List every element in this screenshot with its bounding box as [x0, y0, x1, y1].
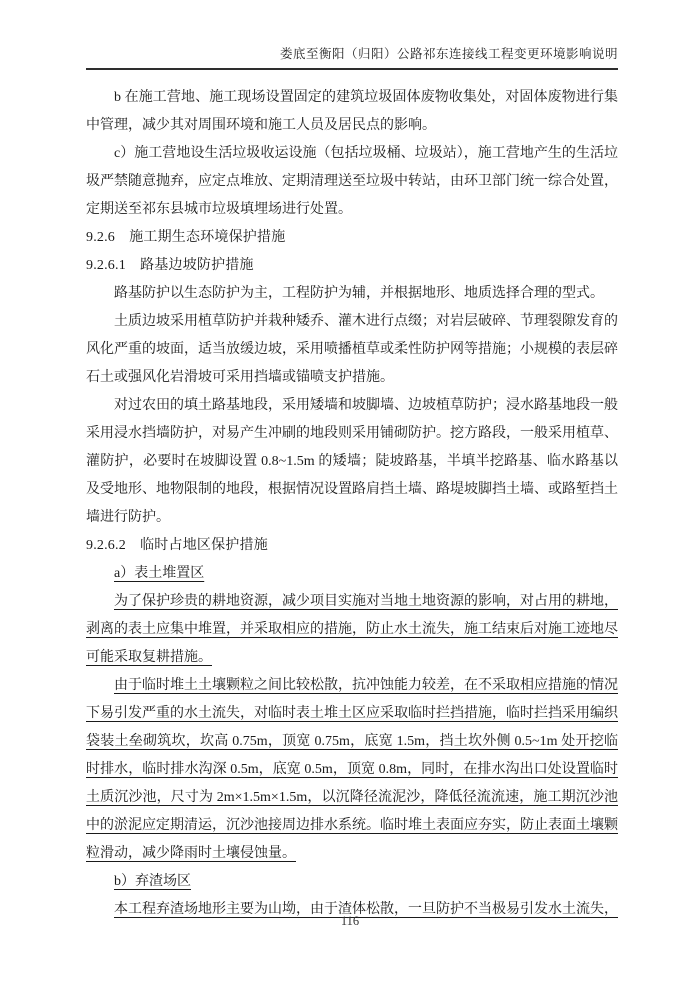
section-heading-9-2-6: 9.2.6 施工期生态环境保护措施: [86, 230, 286, 245]
paragraph-topsoil-protection: 为了保护珍贵的耕地资源，减少项目实施对当地土地资源的影响，对占用的耕地，剥离的表土应集中堆置，并采取相应的措施，防止水土流失，施工结束后对施工迹地尽可能采取复耕措施。: [86, 594, 618, 665]
paragraph-farmland-fill: 对过农田的填土路基地段，采用矮墙和坡脚墙、边坡植草防护；浸水路基地段一般采用浸水挡墙防护，对易产生冲刷的地段则采用铺砌防护。挖方路段，一般采用植草、灌防护，必要时在坡脚设置 0.8~1.5m 的矮墙；陡坡路基，半填半挖路基、临水路基以及受地形、地物限制的地段，根据情况设置路肩挡土墙、路堤坡脚挡土墙、或路堑挡土墙进行防护。: [86, 398, 618, 525]
page-number: 116: [340, 914, 360, 928]
subheading-spoil-area: b）弃渣场区: [114, 874, 191, 889]
running-header: 娄底至衡阳（归阳）公路祁东连接线工程变更环境影响说明: [86, 44, 618, 70]
paragraph-solid-waste-collection: b 在施工营地、施工现场设置固定的建筑垃圾固体废物收集处，对固体废物进行集中管理，减少其对周围环境和施工人员及居民点的影响。: [86, 90, 618, 133]
subheading-topsoil-area: a）表土堆置区: [114, 566, 205, 581]
paragraph-spoil-ground-terrain: 本工程弃渣场地形主要为山坳，由于渣体松散，一旦防护不当极易引发水土流失，: [114, 902, 618, 917]
paragraph-roadbed-protection: 路基防护以生态防护为主，工程防护为辅，并根据地形、地质选择合理的型式。: [114, 286, 604, 301]
paragraph-domestic-garbage: c）施工营地设生活垃圾收运设施（包括垃圾桶、垃圾站），施工营地产生的生活垃圾严禁随意抛弃，应定点堆放、定期清理送至垃圾中转站，由环卫部门统一综合处置，定期送至祁东县城市垃圾填埋场进行处置。: [86, 146, 618, 217]
section-heading-9-2-6-2: 9.2.6.2 临时占地区保护措施: [86, 538, 268, 553]
page-body: [86, 84, 618, 924]
paragraph-soil-slope: 土质边坡采用植草防护并栽种矮乔、灌木进行点缀；对岩层破碎、节理裂隙发育的风化严重的坡面，适当放缓边坡，采用喷播植草或柔性防护网等措施；小规模的表层碎石土或强风化岩滑坡可采用挡墙或锚喷支护措施。: [86, 314, 618, 385]
section-heading-9-2-6-1: 9.2.6.1 路基边坡防护措施: [86, 258, 254, 273]
paragraph-temporary-pile-measures: 由于临时堆土土壤颗粒之间比较松散，抗冲蚀能力较差，在不采取相应措施的情况下易引发严重的水土流失，对临时表土堆土区应采取临时拦挡措施，临时拦挡采用编织袋装土垒砌筑坎，坎高 0.75m，顶宽 0.75m，底宽 1.5m，挡土坎外侧 0.5~1m 处开挖临时排水，临时排水沟深 0.5m，底宽 0.5m，顶宽 0.8m，同时，在排水沟出口处设置临时土质沉沙池，尺寸为 2m×1.5m×1.5m，以沉降径流泥沙，降低径流流速，施工期沉沙池中的淤泥应定期清运，沉沙池接周边排水系统。临时堆土表面应夯实，防止表面土壤颗粒滑动，减少降雨时土壤侵蚀量。: [86, 678, 618, 861]
